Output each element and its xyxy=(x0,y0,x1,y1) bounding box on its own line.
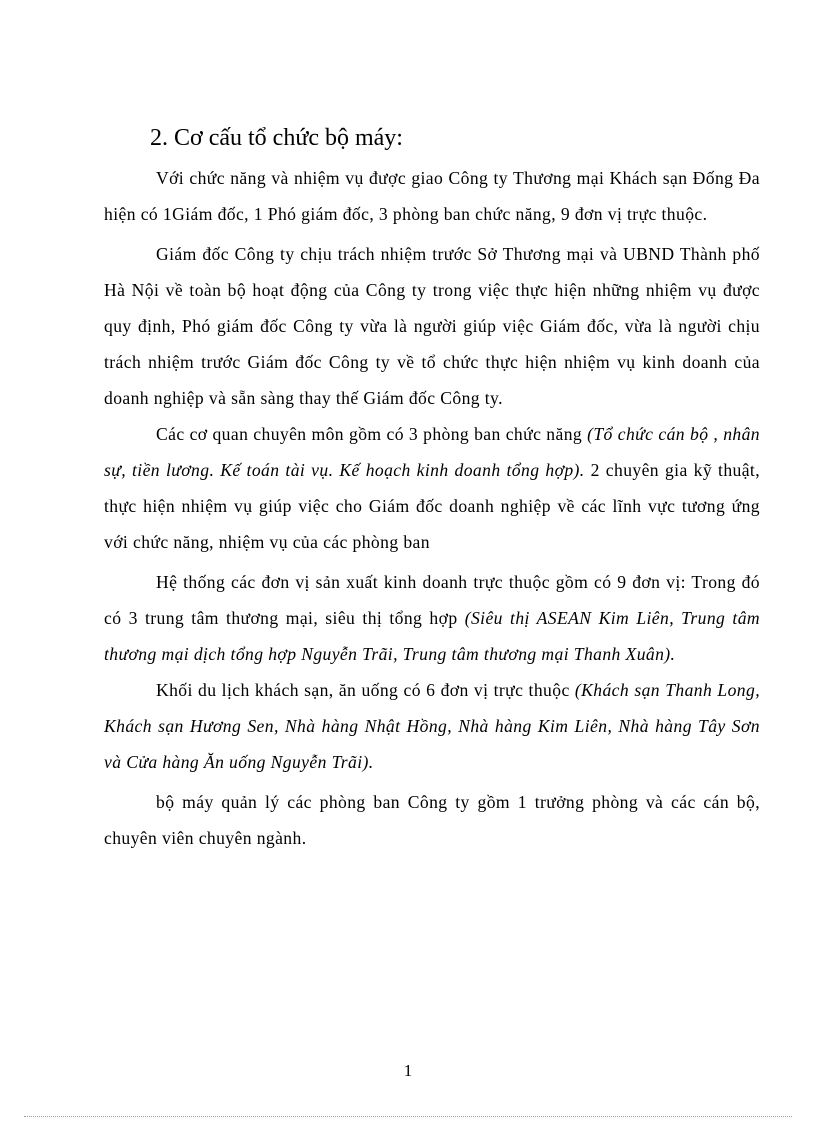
paragraph-org-overview: Với chức năng và nhiệm vụ được giao Công ty Thương mại Khách sạn Đống Đa hiện có 1Giám đốc, 1 Phó giám đốc, 3 phòng ban chức năng, 9 đơn vị trực thuộc. xyxy=(104,168,760,224)
body-text xyxy=(104,160,760,856)
page-number: 1 xyxy=(403,1061,413,1080)
paragraph-departments-detail: 2 chuyên gia kỹ thuật, thực hiện nhiệm vụ giúp việc cho Giám đốc doanh nghiệp về các lĩnh vực tương ứng với chức năng, nhiệm vụ của các phòng ban xyxy=(104,460,761,552)
page-bottom-divider xyxy=(24,1116,792,1117)
paragraph-departments-list: (Tổ chức cán bộ , nhân sự, tiền lương. Kế toán tài vụ. Kế hoạch kinh doanh tổng hợp). xyxy=(104,424,760,480)
paragraph-departments-intro: Các cơ quan chuyên môn gồm có 3 phòng ban chức năng xyxy=(156,424,588,444)
paragraph-departments xyxy=(104,416,760,560)
paragraph-hospitality-units-list: (Khách sạn Thanh Long, Khách sạn Hương Sen, Nhà hàng Nhật Hồng, Nhà hàng Kim Liên, Nhà hàng Tây Sơn và Cửa hàng Ăn uống Nguyễn Trãi). xyxy=(104,680,760,772)
paragraph-hospitality-units-intro: Khối du lịch khách sạn, ăn uống có 6 đơn vị trực thuộc xyxy=(156,680,575,700)
paragraph-business-units xyxy=(104,564,760,672)
paragraph-hospitality-units xyxy=(104,672,760,780)
paragraph-business-units-intro: Hệ thống các đơn vị sản xuất kinh doanh trực thuộc gồm có 9 đơn vị: Trong đó có 3 trung tâm thương mại, siêu thị tổng hợp xyxy=(104,572,760,628)
section-heading: 2. Cơ cấu tổ chức bộ máy: xyxy=(150,125,403,151)
paragraph-director-roles: Giám đốc Công ty chịu trách nhiệm trước Sở Thương mại và UBND Thành phố Hà Nội về toàn bộ hoạt động của Công ty trong việc thực hiện những nhiệm vụ được quy định, Phó giám đốc Công ty vừa là người giúp việc Giám đốc, vừa là người chịu trách nhiệm trước Giám đốc Công ty về tổ chức thực hiện nhiệm vụ kinh doanh của doanh nghiệp và sẵn sàng thay thế Giám đốc Công ty. xyxy=(104,244,760,408)
paragraph-business-units-list: (Siêu thị ASEAN Kim Liên, Trung tâm thương mại dịch tổng hợp Nguyễn Trãi, Trung tâm thương mại Thanh Xuân). xyxy=(104,608,760,664)
paragraph-management-structure: bộ máy quản lý các phòng ban Công ty gồm 1 trưởng phòng và các cán bộ, chuyên viên chuyên ngành. xyxy=(104,792,760,848)
